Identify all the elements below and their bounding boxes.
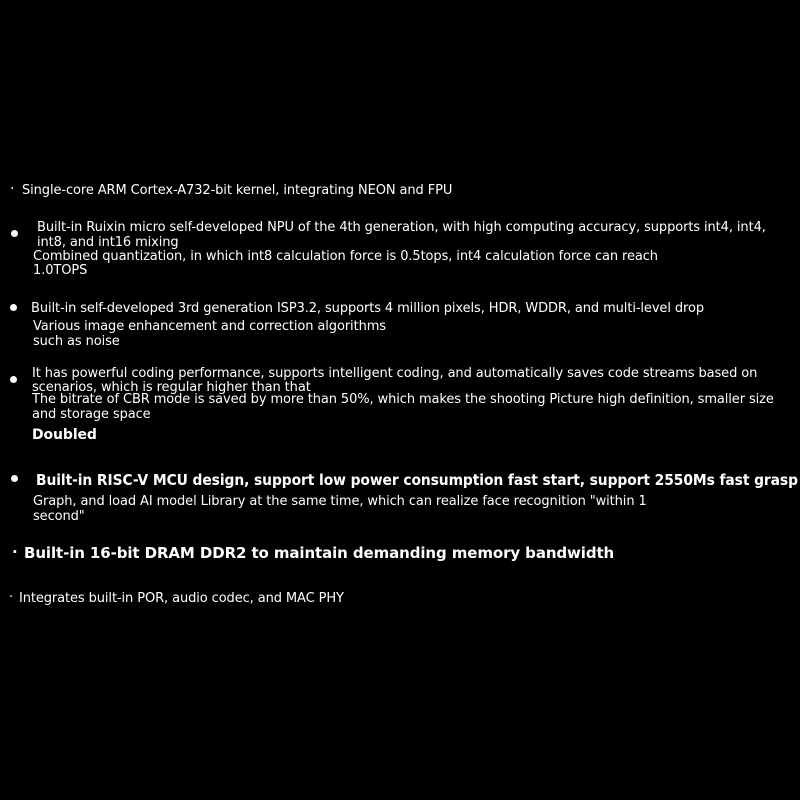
feature-line: Graph, and load AI model Library at the same time, which can realize face recognition "within 1 bbox=[33, 494, 647, 509]
bullet-dot: · bbox=[9, 590, 14, 605]
feature-line: second" bbox=[33, 509, 85, 524]
feature-line: Integrates built-in POR, audio codec, and MAC PHY bbox=[19, 591, 344, 606]
feature-line: Single-core ARM Cortex-A732-bit kernel, integrating NEON and FPU bbox=[22, 183, 453, 198]
bullet-icon bbox=[11, 475, 18, 482]
feature-line: scenarios, which is regular higher than that bbox=[32, 380, 311, 395]
feature-line: Combined quantization, in which int8 calculation force is 0.5tops, int4 calculation force can reach bbox=[33, 249, 658, 264]
bullet-dot: · bbox=[12, 543, 18, 561]
feature-line: such as noise bbox=[33, 334, 120, 349]
bullet-dot: · bbox=[10, 181, 15, 197]
feature-line: and storage space bbox=[32, 407, 151, 422]
bullet-icon bbox=[10, 376, 17, 383]
feature-line: Doubled bbox=[32, 427, 97, 443]
feature-line: int8, and int16 mixing bbox=[37, 235, 179, 250]
feature-line: Built-in RISC-V MCU design, support low power consumption fast start, support 2550Ms fast grasp bbox=[36, 471, 798, 489]
feature-line: The bitrate of CBR mode is saved by more than 50%, which makes the shooting Picture high definition, smaller size bbox=[32, 392, 774, 407]
feature-line: 1.0TOPS bbox=[33, 263, 88, 278]
feature-line: It has powerful coding performance, supports intelligent coding, and automatically saves code streams based on bbox=[32, 366, 758, 381]
feature-line: Various image enhancement and correction algorithms bbox=[33, 319, 386, 334]
bullet-icon bbox=[10, 304, 17, 311]
feature-line: Built-in 16-bit DRAM DDR2 to maintain demanding memory bandwidth bbox=[24, 544, 615, 562]
feature-line: Built-in Ruixin micro self-developed NPU of the 4th generation, with high computing accuracy, supports int4, int4, bbox=[37, 220, 766, 235]
bullet-icon bbox=[11, 230, 18, 237]
feature-line: Built-in self-developed 3rd generation ISP3.2, supports 4 million pixels, HDR, WDDR, and multi-level drop bbox=[31, 301, 704, 316]
